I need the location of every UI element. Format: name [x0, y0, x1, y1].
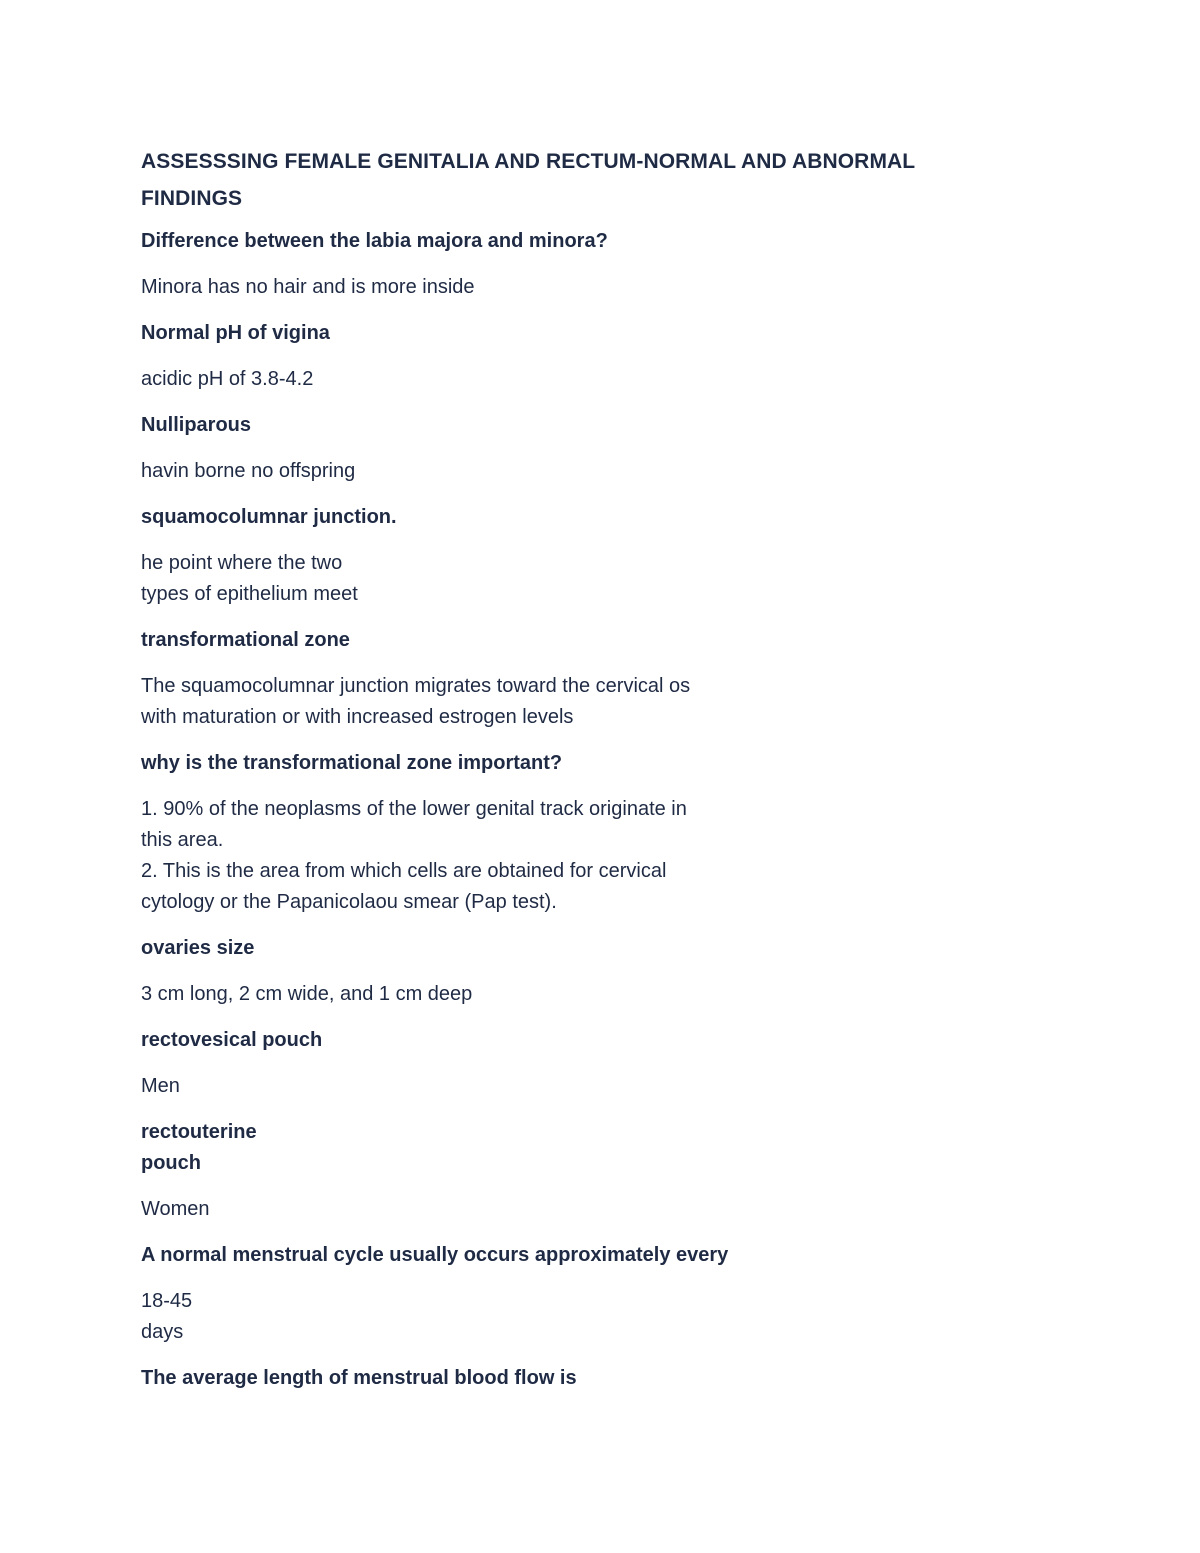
question-rectovesical: rectovesical pouch	[141, 1029, 323, 1051]
question-nulliparous: Nulliparous	[141, 414, 252, 436]
question-squamocolumnar: squamocolumnar junction.	[141, 506, 397, 528]
answer-rectouterine: Women	[141, 1198, 210, 1220]
document-content	[141, 143, 1021, 1409]
answer-nulliparous: havin borne no offspring	[141, 460, 356, 482]
answer-rectovesical: Men	[141, 1075, 180, 1097]
document-title: ASSESSSING FEMALE GENITALIA AND RECTUM-NORMAL AND ABNORMAL FINDINGS	[141, 150, 916, 210]
answer-menstrual-cycle: 18-45 days	[141, 1290, 193, 1343]
question-menstrual-cycle: A normal menstrual cycle usually occurs approximately every	[141, 1244, 729, 1266]
answer-ph: acidic pH of 3.8-4.2	[141, 368, 314, 390]
question-ovaries-size: ovaries size	[141, 937, 255, 959]
question-ph: Normal pH of vigina	[141, 322, 330, 344]
question-menstrual-flow: The average length of menstrual blood flow is	[141, 1367, 577, 1389]
question-transformational-zone: transformational zone	[141, 629, 350, 651]
answer-zone-importance: 1. 90% of the neoplasms of the lower genital track originate in this area. 2. This is the area from which cells are obtained for cervical cytology or the Papanicolaou smear (Pap test).	[141, 798, 687, 913]
answer-labia: Minora has no hair and is more inside	[141, 276, 475, 298]
question-rectouterine: rectouterine pouch	[141, 1121, 257, 1174]
answer-ovaries-size: 3 cm long, 2 cm wide, and 1 cm deep	[141, 983, 473, 1005]
answer-squamocolumnar: he point where the two types of epithelium meet	[141, 552, 358, 605]
question-zone-importance: why is the transformational zone important?	[141, 752, 563, 774]
answer-transformational-zone: The squamocolumnar junction migrates toward the cervical os with maturation or with increased estrogen levels	[141, 675, 691, 728]
question-labia: Difference between the labia majora and minora?	[141, 230, 608, 252]
